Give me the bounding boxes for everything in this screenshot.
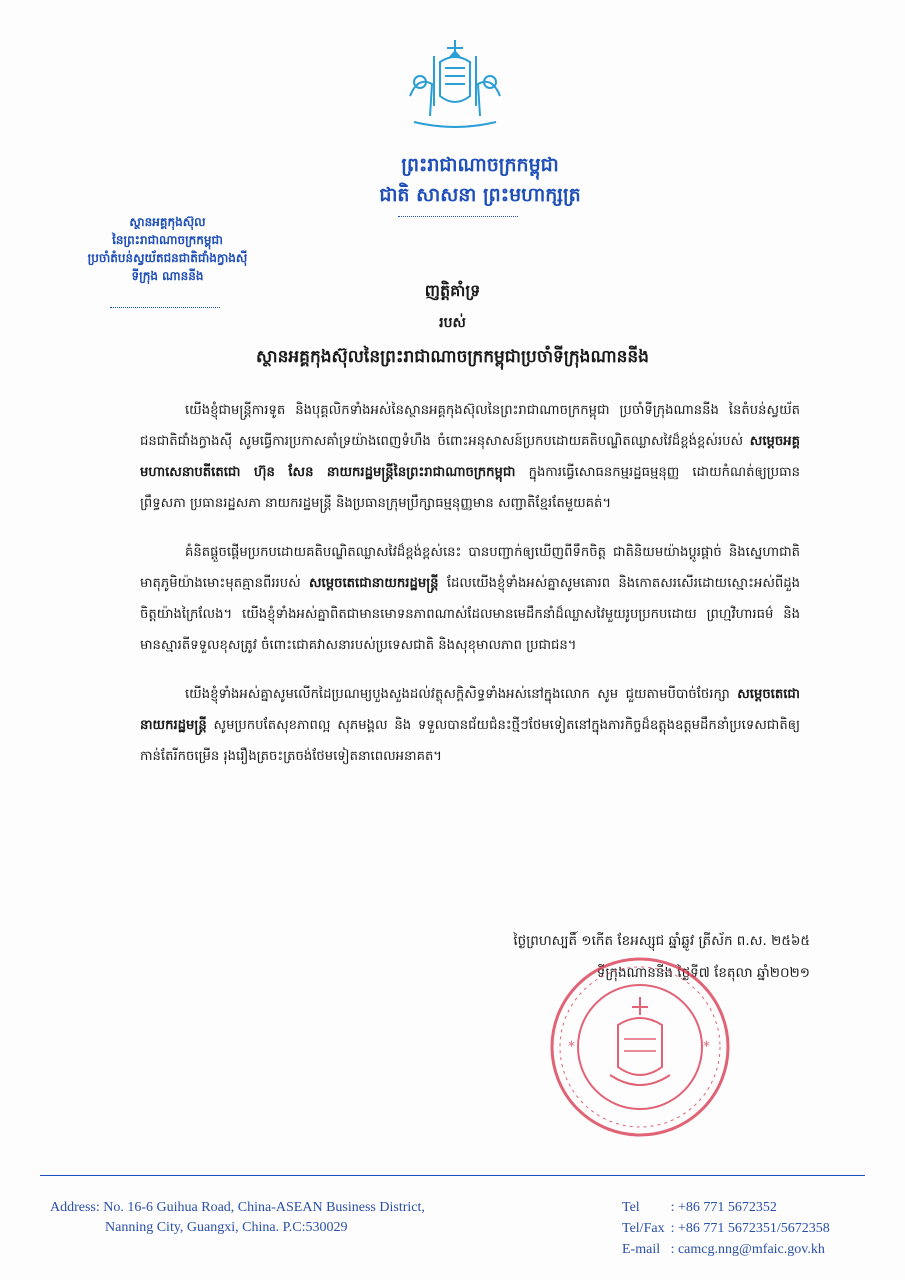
- embassy-line: ប្រចាំតំបន់ស្វយ័តជនជាតិជាំងក្វាងស៊ី: [87, 251, 248, 265]
- footer-divider: [40, 1175, 865, 1176]
- kingdom-title-block: [330, 150, 630, 210]
- text: យើងខ្ញុំជាមន្ត្រីការទូត និងបុគ្គលិកទាំងអស់នៃស្ថានអគ្គកុងស៊ុលនៃព្រះរាជាណាចក្រកម្ពុជា ប្រចាំទីក្រុងណាននីង នៃតំបន់ស្វយ័តជនជាតិជាំងក្វាងស៊ី សូមធ្វើការប្រកាសគាំទ្រយ៉ាងពេញទំហឹង ចំពោះអនុសាសន៍ប្រកបដោយគតិបណ្ឌិតឈ្លាសវៃដ៏ខ្ពង់ខ្ពស់របស់: [140, 403, 800, 449]
- bold-name: សម្តេចតេជោនាយករដ្ឋមន្ត្រី: [309, 576, 439, 591]
- email-value: : camcg.nng@mfaic.gov.kh: [670, 1242, 825, 1257]
- contact-label: Tel/Fax: [622, 1221, 665, 1236]
- svg-text:*: *: [703, 1039, 710, 1055]
- embassy-letterhead: [45, 213, 290, 285]
- contact-value: : +86 771 5672352: [670, 1200, 777, 1215]
- contact-row: [622, 1198, 834, 1217]
- embassy-line: ទីក្រុង ណាននីង: [131, 269, 204, 283]
- embassy-line: នៃព្រះរាជាណាចក្រកម្ពុជា: [112, 233, 223, 247]
- official-seal-stamp: [548, 955, 733, 1140]
- ornament-divider: [110, 307, 220, 309]
- contact-row: [622, 1219, 834, 1238]
- contact-label: E-mail: [622, 1242, 661, 1257]
- letter-body: [140, 395, 800, 790]
- text: គំនិតផ្តួចផ្តើមប្រកបដោយគតិបណ្ឌិតឈ្លាសវៃដ៏ខ្ពង់ខ្ពស់នេះ បានបញ្ជាក់ឲ្យឃើញពីទឹកចិត្ត ជាតិនិយមយ៉ាងប្តូរផ្តាច់ និងស្នេហាជាតិមាតុភូមិយ៉ាងមោះមុតគ្មានពីររបស់: [140, 545, 800, 591]
- paragraph: [140, 679, 800, 772]
- solar-date: ទីក្រុងណាននីង ថ្ងៃទី៧ ខែតុលា ឆ្នាំ២០២១: [596, 965, 810, 981]
- lunar-date: ថ្ងៃព្រហស្បតិ៍ ១កើត ខែអស្សុជ ឆ្នាំឆ្លូវ ត្រីស័ក ព.ស. ២៥៦៥: [513, 933, 810, 949]
- issuer-name: ស្ថានអគ្គកុងស៊ុលនៃព្រះរាជាណាចក្រកម្ពុជាប្រចាំទីក្រុងណាននីង: [256, 347, 649, 367]
- document-subtitle: របស់: [439, 315, 466, 331]
- ornament-divider: [398, 216, 518, 218]
- contact-value: : +86 771 5672351/5672358: [670, 1221, 830, 1236]
- text: យើងខ្ញុំទាំងអស់គ្នាសូមលើកដៃប្រណម្យបួងសួងដល់វត្ថុសក្តិសិទ្ធទាំងអស់នៅក្នុងលោក សូម ជួយតាមបីបាច់ថែរក្សា: [185, 687, 738, 702]
- bold-name: សម្តេចអគ្គមហាសេនាបតីតេជោ ហ៊ុន សែន នាយករដ្ឋមន្ត្រីនៃព្រះរាជាណាចក្រកម្ពុជា: [140, 434, 800, 480]
- text: សូមប្រកបតែសុខភាពល្អ សុភមង្គល និង ទទួលបានជ័យជំនះថ្មីៗថែមទៀតនៅក្នុងភារកិច្ចដ៏ឧត្តុងឧត្តមដឹកនាំប្រទេសជាតិឲ្យកាន់តែរីកចម្រើន រុងរឿងត្រចះត្រចង់ថែមទៀតនាពេលអនាគត។: [140, 718, 800, 764]
- svg-text:*: *: [568, 1039, 575, 1055]
- kingdom-motto: ជាតិ សាសនា ព្រះមហាក្សត្រ: [379, 184, 581, 206]
- paragraph: [140, 395, 800, 519]
- bold-name: សម្តេចតេជោនាយករដ្ឋមន្ត្រី: [140, 687, 800, 733]
- contact-block: [620, 1196, 836, 1261]
- address-line: Address: No. 16-6 Guihua Road, China-ASEAN Business District,: [50, 1200, 425, 1215]
- address-block: [50, 1198, 425, 1238]
- kingdom-name: ព្រះរាជាណាចក្រកម្ពុជា: [401, 154, 559, 176]
- royal-arms-emblem: [400, 36, 510, 132]
- text: ដែលយើងខ្ញុំទាំងអស់គ្នាសូមគោរព និងកោតសរសើរដោយស្មោះអស់ពីដួងចិត្តយ៉ាងក្រៃលែង។ យើងខ្ញុំទាំងអស់គ្នាពិតជាមានមោទនភាពណាស់ដែលមានមេដឹកនាំដ៏ឈ្លាសវៃមួយរូបប្រកបដោយ ព្រហ្មវិហារធម៌ និងមានស្មារតីទទួលខុសត្រូវ ចំពោះជោគវាសនារបស់ប្រទេសជាតិ និងសុខុមាលភាព ប្រជាជន។: [140, 576, 800, 653]
- embassy-line: ស្ថានអគ្គកុងស៊ុល: [129, 215, 206, 229]
- address-line: Nanning City, Guangxi, China. P.C:530029: [105, 1220, 348, 1235]
- paragraph: [140, 537, 800, 661]
- contact-row: [622, 1240, 834, 1259]
- contact-label: Tel: [622, 1200, 640, 1215]
- text: ក្នុងការធ្វើសោធនកម្មរដ្ឋធម្មនុញ្ញ ដោយកំណត់ឲ្យប្រធានព្រឹទ្ធសភា ប្រធានរដ្ឋសភា នាយករដ្ឋមន្ត្រី និងប្រធានក្រុមប្រឹក្សាធម្មនុញ្ញមាន សញ្ជាតិខ្មែរតែមួយគត់។: [140, 465, 800, 511]
- document-title: ញត្តិគាំទ្រ: [424, 281, 481, 300]
